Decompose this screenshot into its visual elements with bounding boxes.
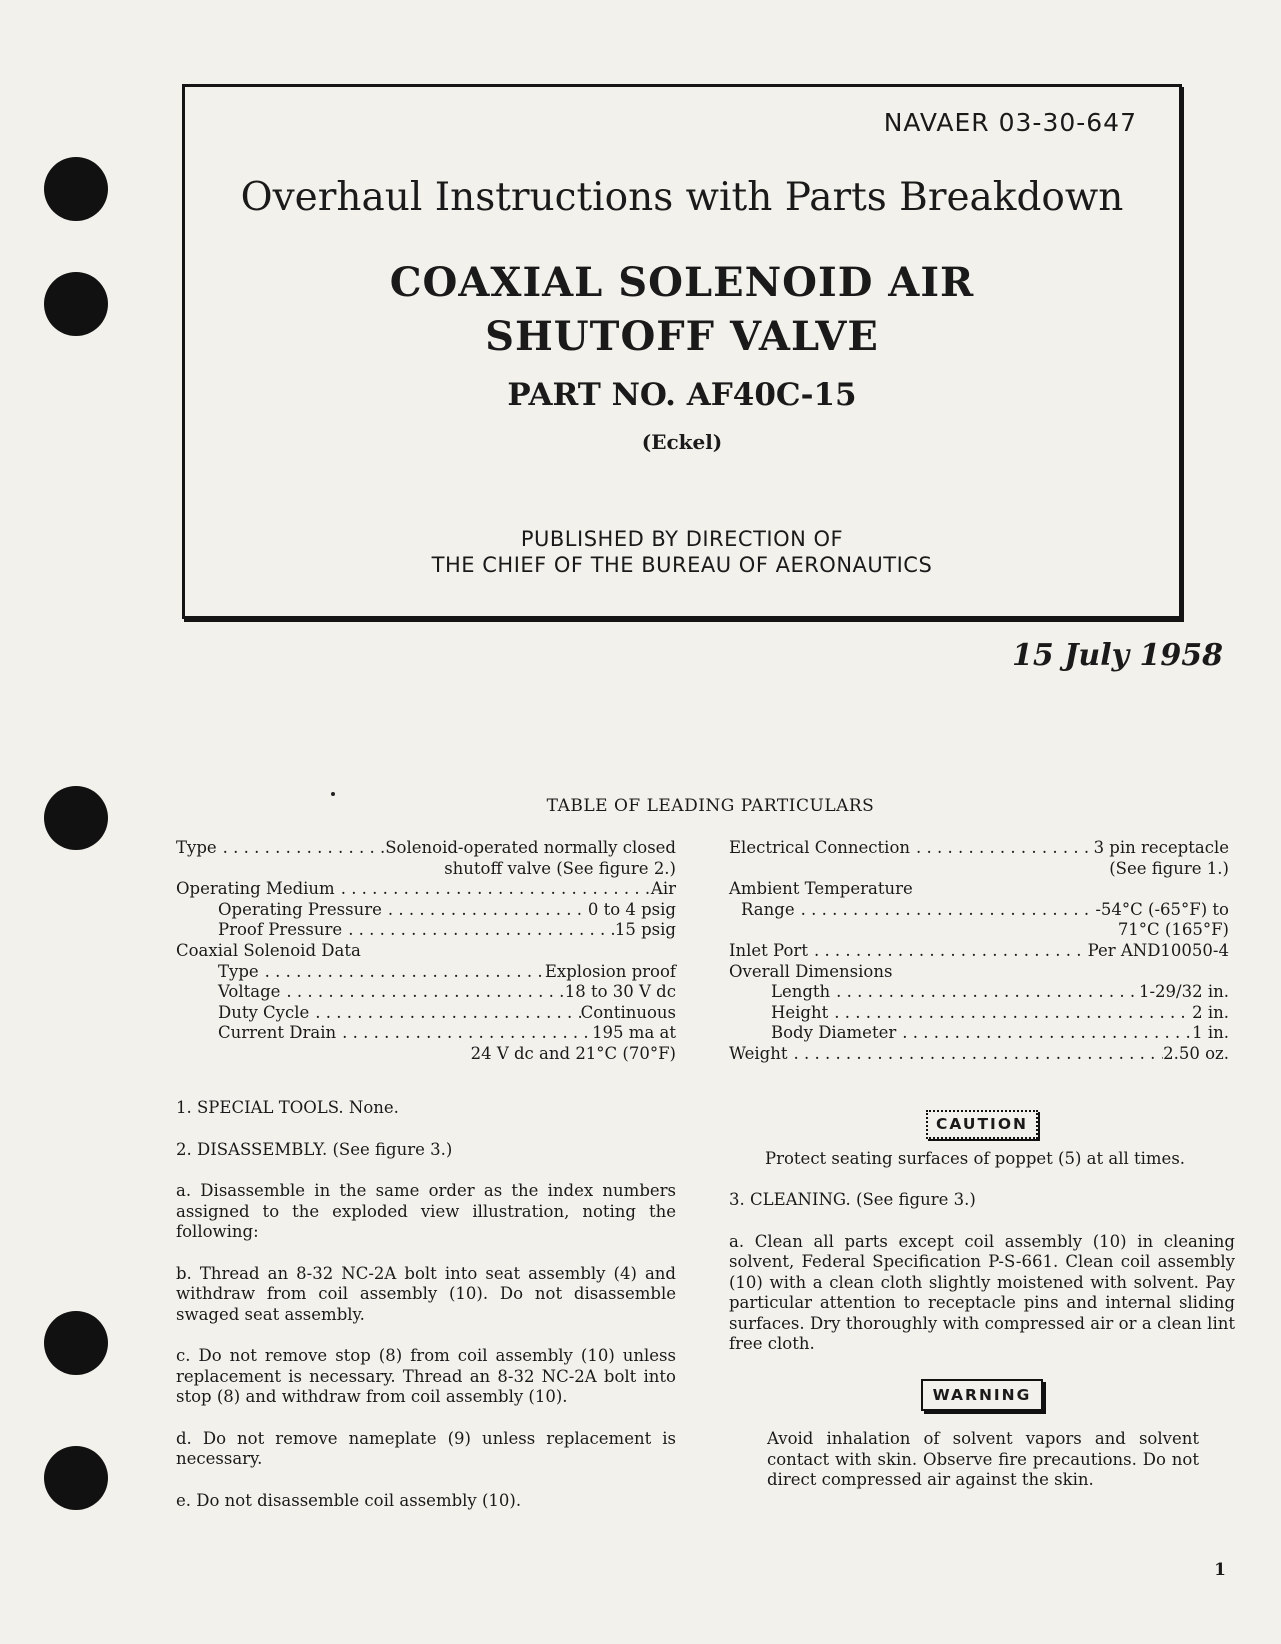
caution-label: CAUTION [926,1110,1038,1139]
spec-label: Proof Pressure [218,920,343,940]
spec-heading: Coaxial Solenoid Data [176,940,361,960]
spec-row [176,1003,676,1024]
spec-row [176,962,676,983]
paragraph-b: b. Thread an 8-32 NC-2A bolt into seat assembly (4) and withdraw from coil assembly (10). Do not disassemble swaged seat assembly. [176,1263,676,1324]
spec-row [176,838,676,859]
spec-value: 1-29/32 in. [1138,982,1229,1002]
spec-row [176,879,676,900]
spec-row [729,879,1229,900]
paragraph-d: d. Do not remove nameplate (9) unless replacement is necessary. [176,1428,676,1468]
spec-value: (See figure 1.) [1109,858,1229,878]
subject-line-2: SHUTOFF VALVE [485,313,879,360]
spec-value: 2.50 oz. [1163,1043,1229,1063]
spec-label: Operating Pressure [218,899,382,919]
spec-value: 2 in. [1192,1002,1229,1022]
page-number: 1 [1214,1560,1226,1580]
section-special-tools: 1. SPECIAL TOOLS. None. [176,1098,399,1117]
spec-row [176,900,676,921]
cleaning-paragraph-a: a. Clean all parts except coil assembly (10) in cleaning solvent, Federal Specification P-S-661. Clean coil assembly (10) with a clean cloth slightly moistened with solvent. Pay particular attention to receptacle pins and internal sliding surfaces. Dry thoroughly with compressed air or a clean lint free cloth. [729,1231,1235,1353]
published-line-2: THE CHIEF OF THE BUREAU OF AERONAUTICS [431,553,933,577]
spec-value: 195 ma at [592,1023,676,1043]
section-disassembly: 2. DISASSEMBLY. (See figure 3.) [176,1139,453,1159]
spec-label: Type [218,961,259,981]
caution-text: Protect seating surfaces of poppet (5) at all times. [765,1148,1186,1168]
spec-value: 1 in. [1192,1023,1229,1043]
spec-label: Operating Medium [176,879,335,899]
binder-hole [44,1311,108,1375]
spec-row [176,1023,676,1044]
spec-row [729,838,1229,859]
title-block [182,84,1182,619]
warning-text: Avoid inhalation of solvent vapors and solvent contact with skin. Observe fire precautions. Do not direct compressed air against the skin. [767,1429,1199,1489]
spec-value: 24 V dc and 21°C (70°F) [470,1043,676,1063]
spec-row [729,920,1229,941]
spec-row [729,1023,1229,1044]
manufacturer: (Eckel) [641,430,723,454]
warning-label: WARNING [921,1379,1044,1412]
spec-row [729,982,1229,1003]
spec-value: Air [650,879,676,899]
document-title: Overhaul Instructions with Parts Breakdown [240,175,1124,220]
section-cleaning: 3. CLEANING. (See figure 3.) [729,1190,976,1209]
spec-value: Per AND10050-4 [1087,940,1229,960]
spec-row [729,1044,1229,1065]
spec-label: Body Diameter [771,1023,897,1043]
spec-label: Duty Cycle [218,1002,310,1022]
spec-value: Solenoid-operated normally closed [385,838,676,857]
spec-row [729,1003,1229,1024]
spec-row [176,941,676,962]
spec-label: Voltage [218,982,281,1002]
subject-line-1: COAXIAL SOLENOID AIR [389,259,975,306]
spec-value: 15 psig [614,920,676,940]
spec-label: Inlet Port [729,940,808,960]
published-line-1: PUBLISHED BY DIRECTION OF [520,527,844,551]
part-number: PART NO. AF40C-15 [507,377,857,413]
paragraph-e: e. Do not disassemble coil assembly (10). [176,1490,522,1510]
spec-row [729,859,1229,880]
spec-label: Range [741,899,795,919]
spec-heading: Ambient Temperature [729,879,913,899]
publication-date: 15 July 1958 [1012,638,1223,673]
spec-label: Electrical Connection [729,838,911,857]
spec-label: Type [176,838,217,857]
spec-row [729,962,1229,983]
binder-hole [44,1446,108,1510]
spec-value: Continuous [580,1002,676,1022]
spec-row [176,859,676,880]
spec-row [729,900,1229,921]
particulars-title: TABLE OF LEADING PARTICULARS [546,796,875,816]
spec-value: 3 pin receptacle [1093,838,1229,857]
spec-heading: Overall Dimensions [729,961,893,981]
body-right-column [729,1098,1235,1491]
paragraph-a: a. Disassemble in the same order as the index numbers assigned to the exploded view illustration, noting the following: [176,1181,676,1241]
spec-value: 71°C (165°F) [1117,920,1229,940]
body-left-column [176,1098,676,1511]
binder-hole [44,157,108,221]
paragraph-c: c. Do not remove stop (8) from coil assembly (10) unless replacement is necessary. Thread an 8-32 NC-2A bolt into stop (8) and withdraw from coil assembly (10). [176,1346,676,1406]
spec-row [176,982,676,1003]
spec-label: Height [771,1002,829,1022]
particulars-left [176,838,676,1065]
spec-label: Length [771,982,831,1002]
spec-value: Explosion proof [544,961,676,981]
spec-value: shutoff valve (See figure 2.) [444,858,676,878]
document-number: NAVAER 03-30-647 [883,108,1137,137]
spec-label: Weight [729,1043,788,1063]
spec-row [729,941,1229,962]
spec-row [176,1044,676,1065]
particulars-right [729,838,1229,1065]
spec-value: 0 to 4 psig [587,899,676,919]
spec-value: 18 to 30 V dc [564,982,676,1002]
spec-label: Current Drain [218,1023,337,1043]
spec-row [176,920,676,941]
spec-value: -54°C (-65°F) to [1095,899,1229,919]
binder-hole [44,272,108,336]
